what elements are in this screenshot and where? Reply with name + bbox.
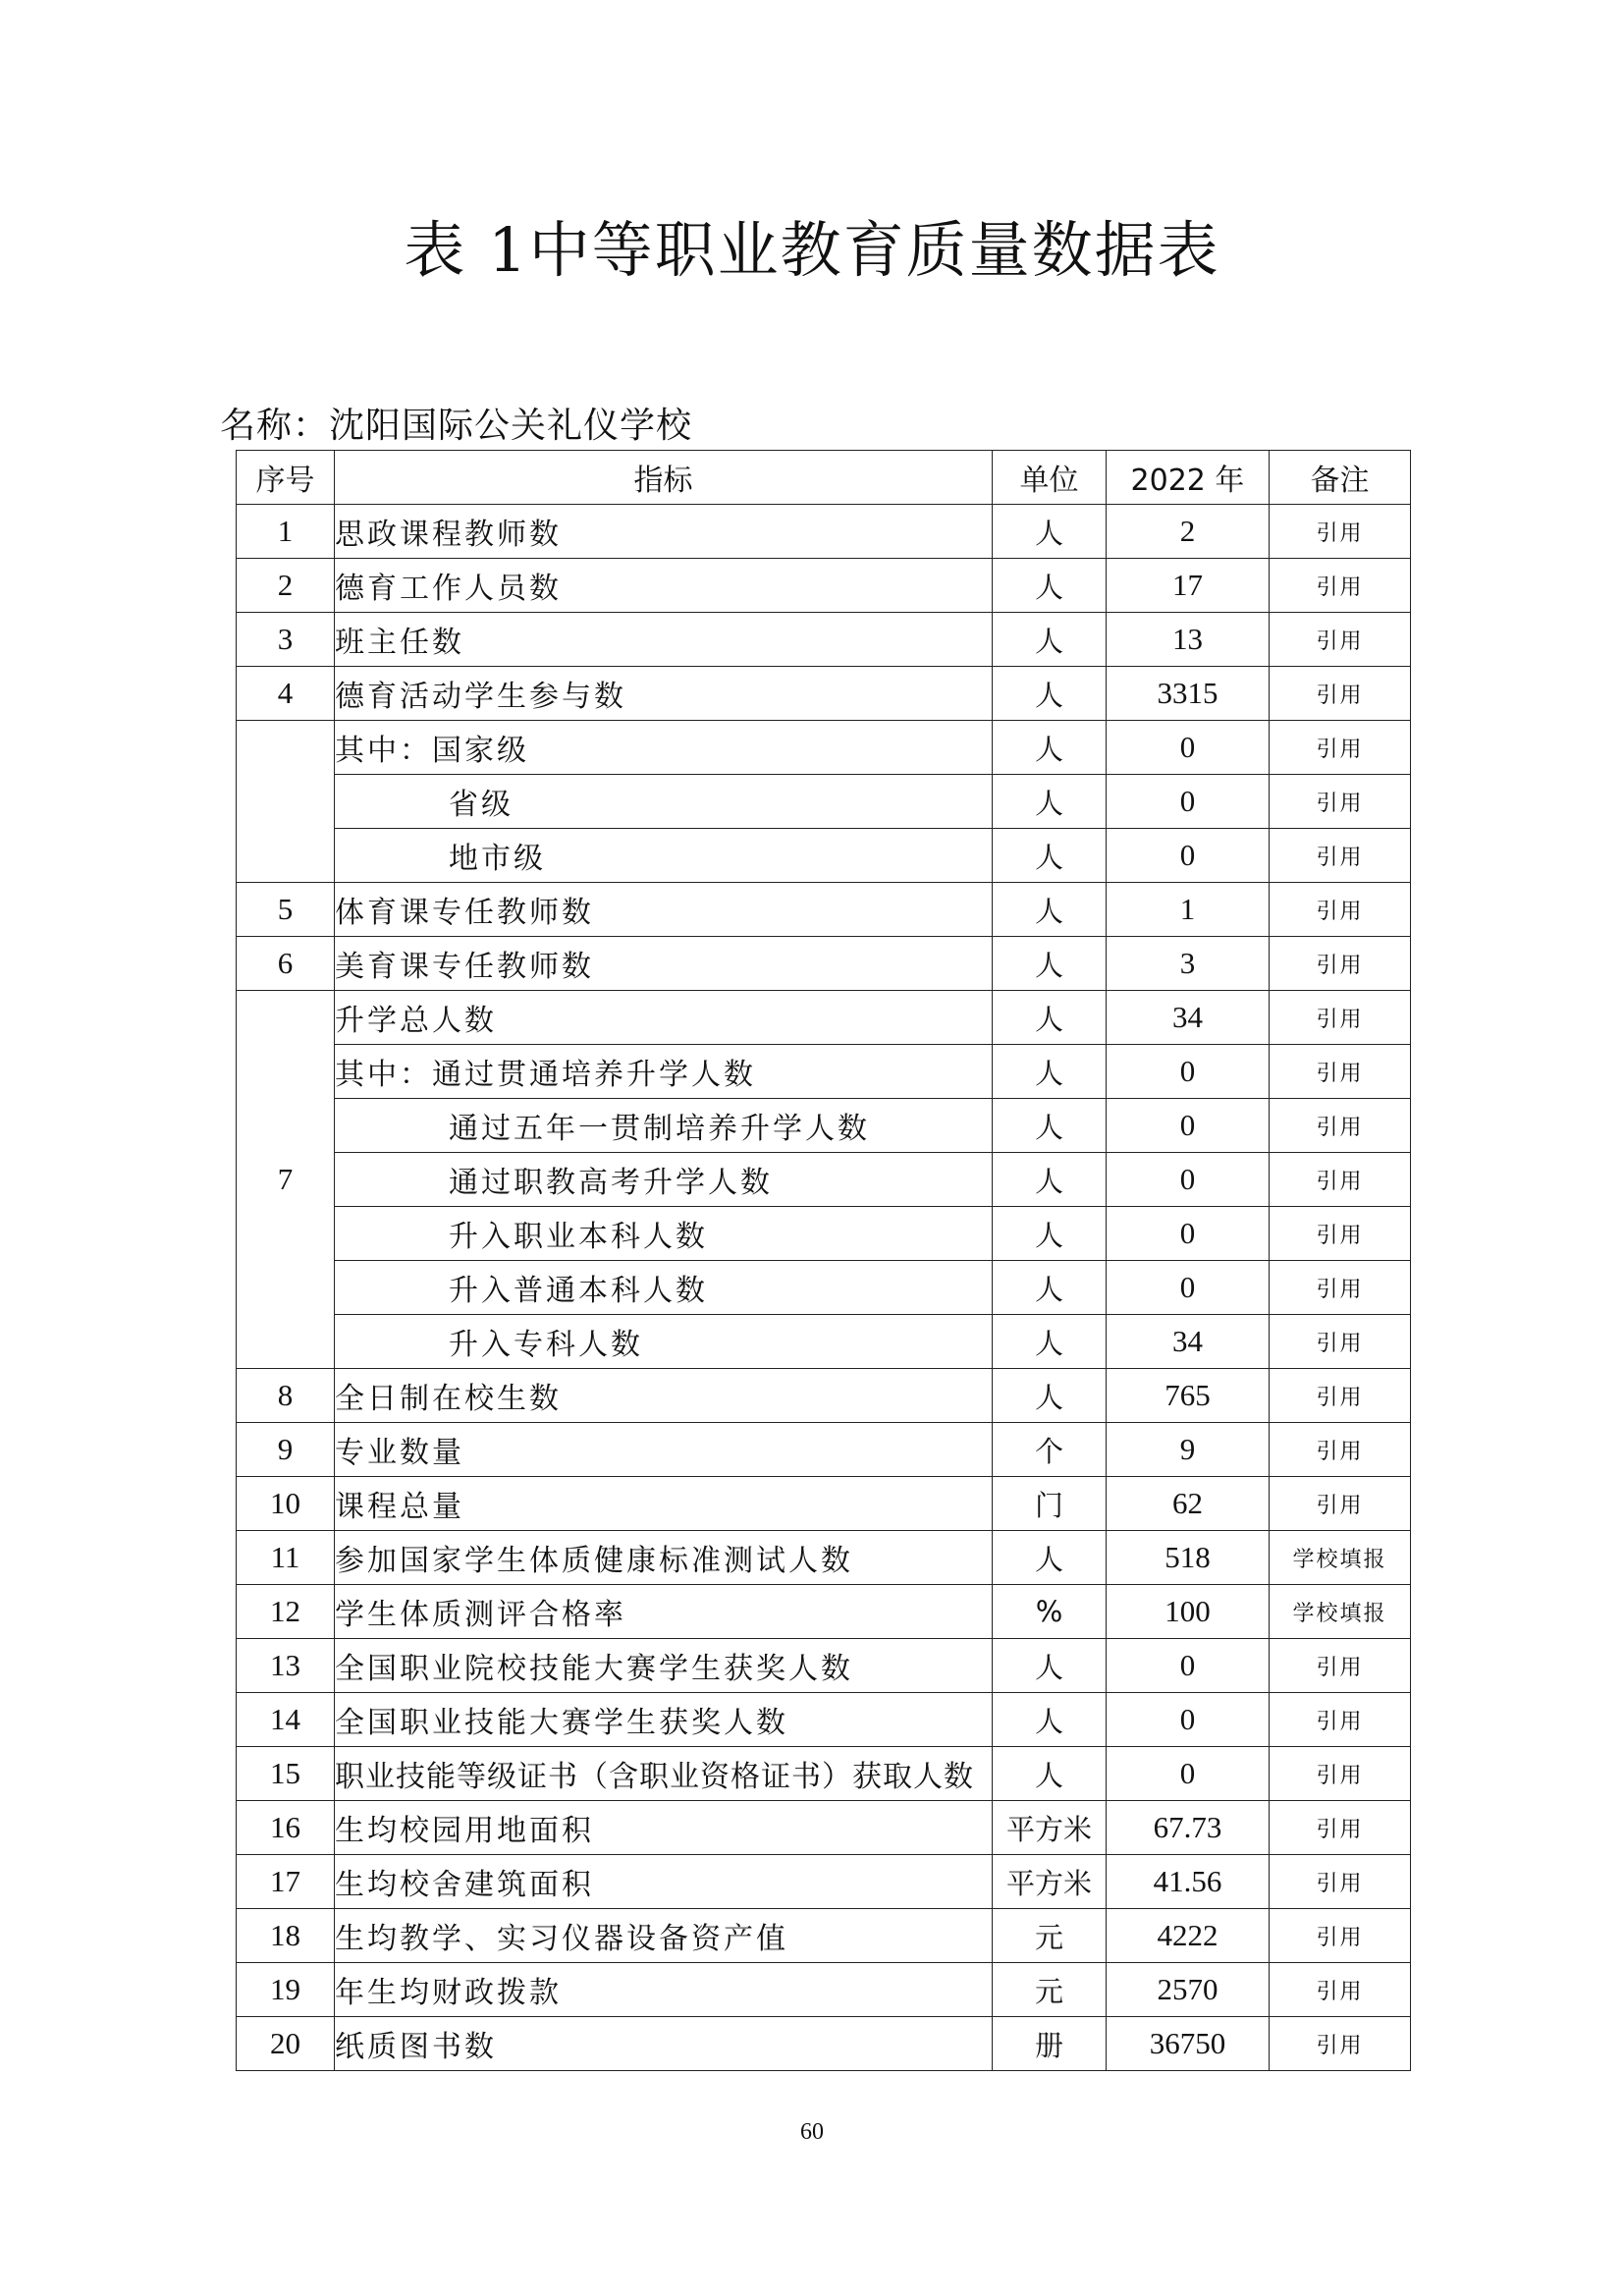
- row-indicator: 生均校园用地面积: [335, 1801, 993, 1855]
- row-unit: 个: [993, 1423, 1107, 1477]
- row-value: 9: [1107, 1423, 1270, 1477]
- row-number: 3: [237, 613, 335, 667]
- row-indicator: 全国职业技能大赛学生获奖人数: [335, 1693, 993, 1747]
- table-row: [237, 1963, 1411, 2017]
- row-indicator: 课程总量: [335, 1477, 993, 1531]
- school-name: 名称：沈阳国际公关礼仪学校: [220, 406, 693, 446]
- row-note: 引用: [1270, 883, 1411, 937]
- table-row: [237, 1153, 1411, 1207]
- row-value: 67.73: [1107, 1801, 1270, 1855]
- row-unit: 人: [993, 505, 1107, 559]
- table-row: [237, 1693, 1411, 1747]
- row-indicator: 升入职业本科人数: [335, 1207, 993, 1261]
- row-indicator: 通过五年一贯制培养升学人数: [335, 1099, 993, 1153]
- row-note: 引用: [1270, 1315, 1411, 1369]
- row-note: 引用: [1270, 1693, 1411, 1747]
- row-unit: 人: [993, 937, 1107, 991]
- table-row: [237, 1369, 1411, 1423]
- row-number: 13: [237, 1639, 335, 1693]
- table-row: [237, 1801, 1411, 1855]
- table-row: [237, 1423, 1411, 1477]
- row-indicator: 德育工作人员数: [335, 559, 993, 613]
- row-value: 2: [1107, 505, 1270, 559]
- row-indicator: 地市级: [335, 829, 993, 883]
- row-value: 0: [1107, 829, 1270, 883]
- row-note: 引用: [1270, 1801, 1411, 1855]
- header-no: 序号: [237, 451, 335, 505]
- row-note: 学校填报: [1270, 1531, 1411, 1585]
- row-unit: 人: [993, 613, 1107, 667]
- row-unit: 人: [993, 721, 1107, 775]
- row-value: 17: [1107, 559, 1270, 613]
- row-number: 9: [237, 1423, 335, 1477]
- table-row: [237, 2017, 1411, 2071]
- row-value: 0: [1107, 1747, 1270, 1801]
- row-note: 引用: [1270, 1423, 1411, 1477]
- row-indicator: 通过职教高考升学人数: [335, 1153, 993, 1207]
- row-indicator: 其中：通过贯通培养升学人数: [335, 1045, 993, 1099]
- row-value: 1: [1107, 883, 1270, 937]
- row-unit: 人: [993, 991, 1107, 1045]
- row-note: 引用: [1270, 721, 1411, 775]
- row-note: 引用: [1270, 2017, 1411, 2071]
- row-note: 引用: [1270, 775, 1411, 829]
- row-indicator: 升入专科人数: [335, 1315, 993, 1369]
- row-indicator: 德育活动学生参与数: [335, 667, 993, 721]
- table-row: [237, 1261, 1411, 1315]
- row-indicator: 参加国家学生体质健康标准测试人数: [335, 1531, 993, 1585]
- row-indicator: 专业数量: [335, 1423, 993, 1477]
- row-value: 3315: [1107, 667, 1270, 721]
- row-unit: 册: [993, 2017, 1107, 2071]
- row-number: 4: [237, 667, 335, 721]
- header-value: 2022 年: [1107, 451, 1270, 505]
- row-unit: 人: [993, 829, 1107, 883]
- row-unit: 人: [993, 1531, 1107, 1585]
- header-unit: 单位: [993, 451, 1107, 505]
- table-row: [237, 559, 1411, 613]
- row-unit: 人: [993, 775, 1107, 829]
- row-value: 13: [1107, 613, 1270, 667]
- table-row: [237, 1855, 1411, 1909]
- row-number: 10: [237, 1477, 335, 1531]
- row-number: 11: [237, 1531, 335, 1585]
- row-unit: 人: [993, 1207, 1107, 1261]
- row-indicator: 升入普通本科人数: [335, 1261, 993, 1315]
- row-unit: 人: [993, 1261, 1107, 1315]
- row-number: 5: [237, 883, 335, 937]
- row-note: 引用: [1270, 559, 1411, 613]
- table-row: [237, 775, 1411, 829]
- table-row: [237, 1585, 1411, 1639]
- row-indicator: 班主任数: [335, 613, 993, 667]
- row-indicator: 美育课专任教师数: [335, 937, 993, 991]
- row-note: 引用: [1270, 1153, 1411, 1207]
- row-number: 18: [237, 1909, 335, 1963]
- row-indicator: 生均校舍建筑面积: [335, 1855, 993, 1909]
- table-row: [237, 883, 1411, 937]
- row-note: 引用: [1270, 505, 1411, 559]
- row-value: 0: [1107, 1153, 1270, 1207]
- row-unit: 元: [993, 1909, 1107, 1963]
- row-indicator: 纸质图书数: [335, 2017, 993, 2071]
- row-unit: 人: [993, 1045, 1107, 1099]
- row-unit: 门: [993, 1477, 1107, 1531]
- table-row: [237, 1747, 1411, 1801]
- row-number: 7: [237, 991, 335, 1369]
- table-row: [237, 1639, 1411, 1693]
- header-note: 备注: [1270, 451, 1411, 505]
- row-note: 引用: [1270, 1369, 1411, 1423]
- row-number: 8: [237, 1369, 335, 1423]
- row-unit: 元: [993, 1963, 1107, 2017]
- row-note: 引用: [1270, 1045, 1411, 1099]
- row-indicator: 省级: [335, 775, 993, 829]
- row-note: 引用: [1270, 1747, 1411, 1801]
- row-value: 3: [1107, 937, 1270, 991]
- page-number: 60: [800, 2119, 824, 2145]
- row-value: 0: [1107, 775, 1270, 829]
- row-indicator: 体育课专任教师数: [335, 883, 993, 937]
- table-row: [237, 667, 1411, 721]
- row-number: 16: [237, 1801, 335, 1855]
- table-header-row: [237, 451, 1411, 505]
- row-note: 引用: [1270, 829, 1411, 883]
- row-indicator: 思政课程教师数: [335, 505, 993, 559]
- table-row: [237, 1315, 1411, 1369]
- row-number: 2: [237, 559, 335, 613]
- row-value: 36750: [1107, 2017, 1270, 2071]
- table-row: [237, 1099, 1411, 1153]
- document-title: 表 1中等职业教育质量数据表: [404, 214, 1220, 286]
- row-indicator: 生均教学、实习仪器设备资产值: [335, 1909, 993, 1963]
- row-indicator: 学生体质测评合格率: [335, 1585, 993, 1639]
- row-value: 0: [1107, 721, 1270, 775]
- row-value: 0: [1107, 1693, 1270, 1747]
- row-unit: 人: [993, 1099, 1107, 1153]
- table-row: [237, 721, 1411, 775]
- row-indicator: 升学总人数: [335, 991, 993, 1045]
- row-note: 引用: [1270, 1855, 1411, 1909]
- row-value: 518: [1107, 1531, 1270, 1585]
- row-value: 0: [1107, 1261, 1270, 1315]
- row-unit: 平方米: [993, 1801, 1107, 1855]
- row-number: 20: [237, 2017, 335, 2071]
- row-number: 12: [237, 1585, 335, 1639]
- row-note: 引用: [1270, 1639, 1411, 1693]
- row-number: 1: [237, 505, 335, 559]
- table-body: [237, 505, 1411, 2071]
- table-row: [237, 991, 1411, 1045]
- row-value: 2570: [1107, 1963, 1270, 2017]
- table-row: [237, 1531, 1411, 1585]
- header-indicator: 指标: [335, 451, 993, 505]
- row-number: 19: [237, 1963, 335, 2017]
- row-number: 14: [237, 1693, 335, 1747]
- row-note: 学校填报: [1270, 1585, 1411, 1639]
- quality-data-table: [236, 450, 1411, 2071]
- row-number: [237, 721, 335, 883]
- table-row: [237, 1477, 1411, 1531]
- row-unit: 人: [993, 667, 1107, 721]
- row-value: 0: [1107, 1207, 1270, 1261]
- row-number: 17: [237, 1855, 335, 1909]
- row-note: 引用: [1270, 667, 1411, 721]
- row-note: 引用: [1270, 613, 1411, 667]
- row-value: 34: [1107, 1315, 1270, 1369]
- row-note: 引用: [1270, 1207, 1411, 1261]
- table-row: [237, 1909, 1411, 1963]
- row-value: 0: [1107, 1639, 1270, 1693]
- row-indicator: 全国职业院校技能大赛学生获奖人数: [335, 1639, 993, 1693]
- row-value: 4222: [1107, 1909, 1270, 1963]
- row-unit: 人: [993, 1153, 1107, 1207]
- row-unit: 人: [993, 1369, 1107, 1423]
- row-note: 引用: [1270, 1963, 1411, 2017]
- table-row: [237, 829, 1411, 883]
- row-unit: 人: [993, 1693, 1107, 1747]
- row-note: 引用: [1270, 1261, 1411, 1315]
- row-unit: 人: [993, 1315, 1107, 1369]
- row-unit: 人: [993, 1639, 1107, 1693]
- row-value: 765: [1107, 1369, 1270, 1423]
- row-unit: 平方米: [993, 1855, 1107, 1909]
- row-value: 41.56: [1107, 1855, 1270, 1909]
- row-number: 6: [237, 937, 335, 991]
- row-note: 引用: [1270, 991, 1411, 1045]
- row-value: 100: [1107, 1585, 1270, 1639]
- row-value: 0: [1107, 1045, 1270, 1099]
- table-row: [237, 937, 1411, 991]
- row-unit: 人: [993, 1747, 1107, 1801]
- table-row: [237, 505, 1411, 559]
- table-row: [237, 1045, 1411, 1099]
- table-row: [237, 613, 1411, 667]
- row-value: 34: [1107, 991, 1270, 1045]
- row-note: 引用: [1270, 1909, 1411, 1963]
- row-indicator: 全日制在校生数: [335, 1369, 993, 1423]
- row-value: 0: [1107, 1099, 1270, 1153]
- row-number: 15: [237, 1747, 335, 1801]
- row-indicator: 职业技能等级证书（含职业资格证书）获取人数: [335, 1747, 993, 1801]
- row-note: 引用: [1270, 937, 1411, 991]
- table-row: [237, 1207, 1411, 1261]
- row-indicator: 其中：国家级: [335, 721, 993, 775]
- row-unit: 人: [993, 883, 1107, 937]
- row-value: 62: [1107, 1477, 1270, 1531]
- row-note: 引用: [1270, 1477, 1411, 1531]
- row-unit: 人: [993, 559, 1107, 613]
- row-indicator: 年生均财政拨款: [335, 1963, 993, 2017]
- row-unit: %: [993, 1585, 1107, 1639]
- row-note: 引用: [1270, 1099, 1411, 1153]
